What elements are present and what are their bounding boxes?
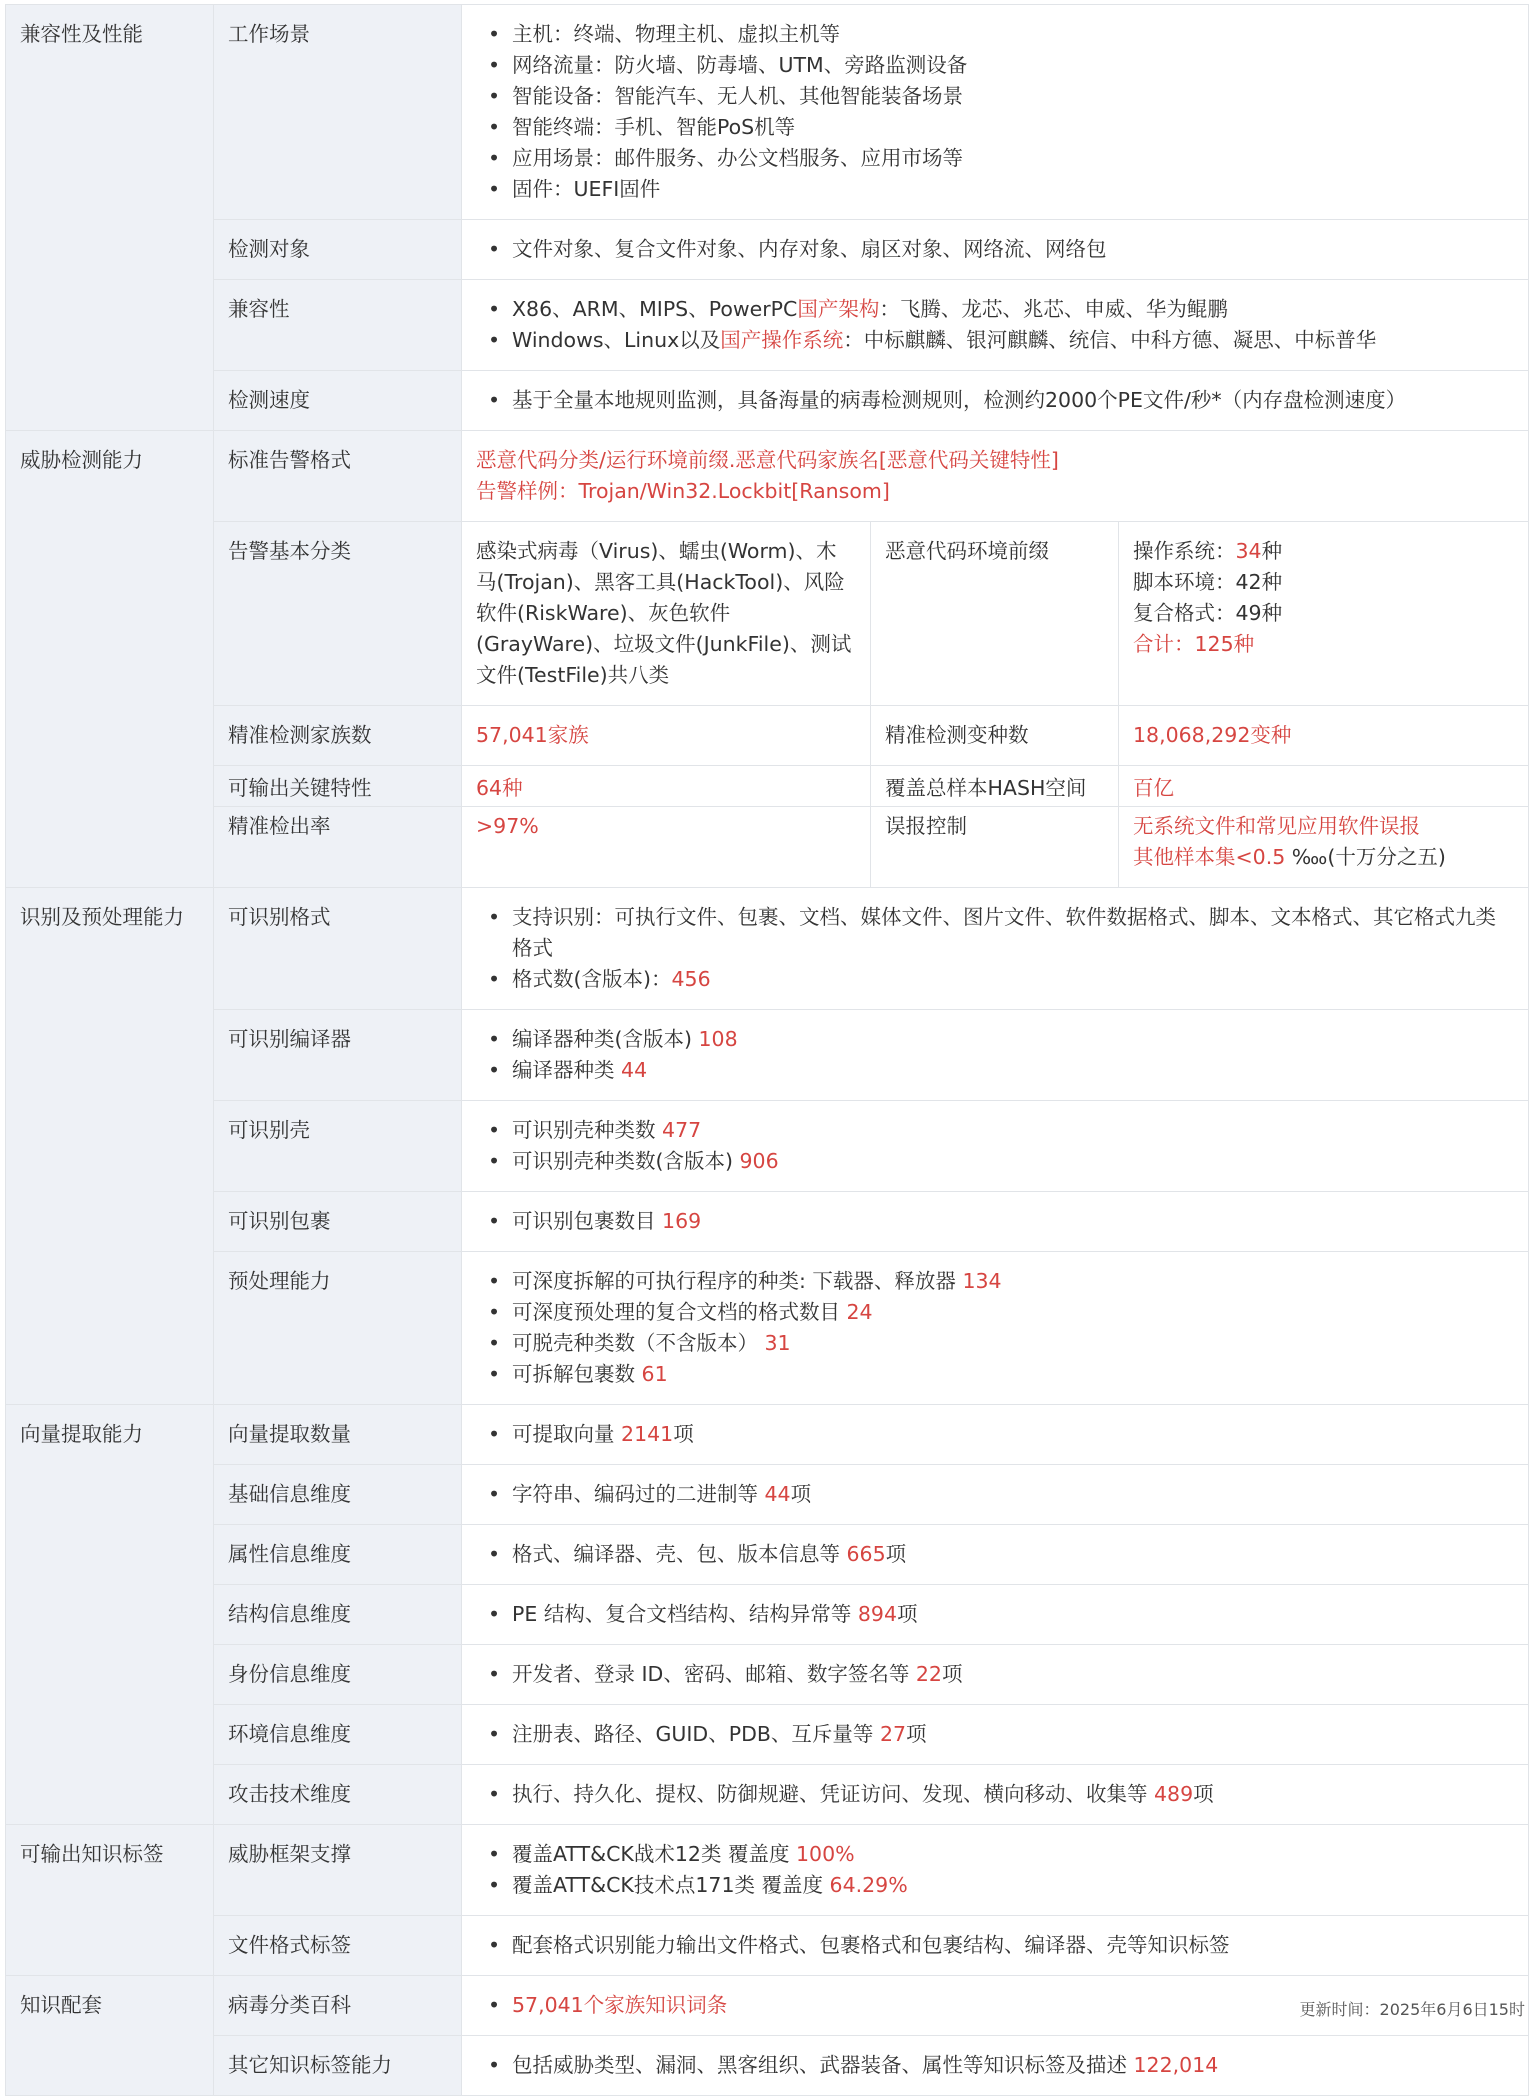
label-other-knowledge: 其它知识标签能力 xyxy=(214,2036,462,2096)
content-compilers xyxy=(462,1010,1529,1101)
row-work-scenarios xyxy=(6,5,1529,220)
row-vector-struct xyxy=(6,1585,1529,1645)
row-framework xyxy=(6,1825,1529,1916)
update-time: 更新时间：2025年6月6日15时 xyxy=(1299,2000,1525,2019)
content-detect-speed xyxy=(462,371,1529,431)
label-false-positive: 误报控制 xyxy=(871,807,1119,888)
label-key-features: 可输出关键特性 xyxy=(214,766,462,807)
row-vector-identity xyxy=(6,1645,1529,1705)
list-item: • 基于全量本地规则监测，具备海量的病毒检测规则，检测约2000个PE文件/秒*（内存盘检测速度） xyxy=(476,385,1514,416)
content-detect-objects xyxy=(462,220,1529,280)
list-item: • 主机：终端、物理主机、虚拟主机等 xyxy=(476,19,1514,50)
list-item: • 可提取向量 2141项 xyxy=(476,1419,1514,1450)
list-item: • 编译器种类 44 xyxy=(476,1055,1514,1086)
list-item: • 编译器种类(含版本) 108 xyxy=(476,1024,1514,1055)
row-detect-speed xyxy=(6,371,1529,431)
label-vector-attr: 属性信息维度 xyxy=(214,1525,462,1585)
content-file-format-tags xyxy=(462,1916,1529,1976)
alert-format-line: 恶意代码分类/运行环境前缀.恶意代码家族名[恶意代码关键特性] xyxy=(476,448,1059,472)
content-framework xyxy=(462,1825,1529,1916)
label-vector-basic: 基础信息维度 xyxy=(214,1465,462,1525)
list-item: • 执行、持久化、提权、防御规避、凭证访问、发现、横向移动、收集等 489项 xyxy=(476,1779,1514,1810)
label-vector-env: 环境信息维度 xyxy=(214,1705,462,1765)
label-shells: 可识别壳 xyxy=(214,1101,462,1192)
content-vector-struct xyxy=(462,1585,1529,1645)
list-item: • PE 结构、复合文档结构、结构异常等 894项 xyxy=(476,1599,1514,1630)
row-vector-env xyxy=(6,1705,1529,1765)
category-compat: 兼容性及性能 xyxy=(6,5,214,431)
list-item: • 智能终端：手机、智能PoS机等 xyxy=(476,112,1514,143)
list-item: • 可识别包裹数目 169 xyxy=(476,1206,1514,1237)
category-tags: 可输出知识标签 xyxy=(6,1825,214,1976)
list-item: • 覆盖ATT&CK技术点171类 覆盖度 64.29% xyxy=(476,1870,1514,1901)
label-vector-identity: 身份信息维度 xyxy=(214,1645,462,1705)
content-vector-attr xyxy=(462,1525,1529,1585)
compound-count: 复合格式：49种 xyxy=(1133,601,1283,625)
list-item: • 应用场景：邮件服务、办公文档服务、应用市场等 xyxy=(476,143,1514,174)
content-vector-basic xyxy=(462,1465,1529,1525)
label-formats: 可识别格式 xyxy=(214,888,462,1010)
content-work-scenarios xyxy=(462,5,1529,220)
label-detect-rate: 精准检出率 xyxy=(214,807,462,888)
list-item: • 可深度预处理的复合文档的格式数目 24 xyxy=(476,1297,1514,1328)
value-families: 57,041家族 xyxy=(462,706,871,766)
list-item: • 智能设备：智能汽车、无人机、其他智能装备场景 xyxy=(476,81,1514,112)
label-packages: 可识别包裹 xyxy=(214,1192,462,1252)
list-item: • 配套格式识别能力输出文件格式、包裹格式和包裹结构、编译器、壳等知识标签 xyxy=(476,1930,1514,1961)
value-hash-space: 百亿 xyxy=(1119,766,1529,807)
row-vector-attr xyxy=(6,1525,1529,1585)
content-vector-count xyxy=(462,1405,1529,1465)
os-count: 操作系统：34种 xyxy=(1133,539,1283,563)
label-hash-space: 覆盖总样本HASH空间 xyxy=(871,766,1119,807)
list-item: • 包括威胁类型、漏洞、黑客组织、武器装备、属性等知识标签及描述 122,014 xyxy=(476,2050,1514,2081)
row-vector-basic xyxy=(6,1465,1529,1525)
label-alert-format: 标准告警格式 xyxy=(214,431,462,522)
row-detect-rate xyxy=(6,807,1529,888)
content-vector-attack xyxy=(462,1765,1529,1825)
list-item: • 字符串、编码过的二进制等 44项 xyxy=(476,1479,1514,1510)
list-item: • 固件：UEFI固件 xyxy=(476,174,1514,205)
list-item: • 覆盖ATT&CK战术12类 覆盖度 100% xyxy=(476,1839,1514,1870)
label-compatibility: 兼容性 xyxy=(214,280,462,371)
list-item: • 57,041个家族知识词条 xyxy=(476,1990,1514,2021)
list-item: • 可识别壳种类数 477 xyxy=(476,1115,1514,1146)
row-compatibility xyxy=(6,280,1529,371)
label-detect-objects: 检测对象 xyxy=(214,220,462,280)
spec-table xyxy=(5,4,1529,2096)
label-compilers: 可识别编译器 xyxy=(214,1010,462,1101)
list-item: • 开发者、登录 ID、密码、邮箱、数字签名等 22项 xyxy=(476,1659,1514,1690)
label-vector-count: 向量提取数量 xyxy=(214,1405,462,1465)
content-shells xyxy=(462,1101,1529,1192)
script-count: 脚本环境：42种 xyxy=(1133,570,1283,594)
label-families: 精准检测家族数 xyxy=(214,706,462,766)
row-preprocess xyxy=(6,1252,1529,1405)
content-other-knowledge xyxy=(462,2036,1529,2096)
label-framework: 威胁框架支撑 xyxy=(214,1825,462,1916)
row-vector-attack xyxy=(6,1765,1529,1825)
alert-example-line: 告警样例：Trojan/Win32.Lockbit[Ransom] xyxy=(476,479,890,503)
label-vector-attack: 攻击技术维度 xyxy=(214,1765,462,1825)
label-work-scenarios: 工作场景 xyxy=(214,5,462,220)
row-shells xyxy=(6,1101,1529,1192)
row-families xyxy=(6,706,1529,766)
row-other-knowledge xyxy=(6,2036,1529,2096)
value-key-features: 64种 xyxy=(462,766,871,807)
list-item: • 格式、编译器、壳、包、版本信息等 665项 xyxy=(476,1539,1514,1570)
content-preprocess xyxy=(462,1252,1529,1405)
row-vector-count xyxy=(6,1405,1529,1465)
list-item: • X86、ARM、MIPS、PowerPC国产架构：飞腾、龙芯、兆芯、申威、华为鲲鹏 xyxy=(476,294,1514,325)
content-alert-classification: 感染式病毒（Virus)、蠕虫(Worm)、木马(Trojan)、黑客工具(HackTool)、风险软件(RiskWare)、灰色软件(GrayWare)、垃圾文件(JunkFile)、测试文件(TestFile)共八类 xyxy=(462,522,871,706)
label-vector-struct: 结构信息维度 xyxy=(214,1585,462,1645)
label-file-format-tags: 文件格式标签 xyxy=(214,1916,462,1976)
category-knowledge: 知识配套 xyxy=(6,1976,214,2096)
row-compilers xyxy=(6,1010,1529,1101)
value-detect-rate: >97% xyxy=(462,807,871,888)
total-count: 合计：125种 xyxy=(1133,632,1255,656)
label-detect-speed: 检测速度 xyxy=(214,371,462,431)
list-item: • Windows、Linux以及国产操作系统：中标麒麟、银河麒麟、统信、中科方德、凝思、中标普华 xyxy=(476,325,1514,356)
list-item: • 可脱壳种类数（不含版本） 31 xyxy=(476,1328,1514,1359)
list-item: • 网络流量：防火墙、防毒墙、UTM、旁路监测设备 xyxy=(476,50,1514,81)
row-detect-objects xyxy=(6,220,1529,280)
content-packages xyxy=(462,1192,1529,1252)
content-formats xyxy=(462,888,1529,1010)
value-false-positive: 无系统文件和常见应用软件误报 其他样本集<0.5 ‱(十万分之五) xyxy=(1119,807,1529,888)
row-formats xyxy=(6,888,1529,1010)
row-alert-format xyxy=(6,431,1529,522)
content-vector-identity xyxy=(462,1645,1529,1705)
category-threat: 威胁检测能力 xyxy=(6,431,214,888)
list-item: • 文件对象、复合文件对象、内存对象、扇区对象、网络流、网络包 xyxy=(476,234,1514,265)
content-compatibility xyxy=(462,280,1529,371)
category-recognition: 识别及预处理能力 xyxy=(6,888,214,1405)
list-item: • 支持识别：可执行文件、包裹、文档、媒体文件、图片文件、软件数据格式、脚本、文本格式、其它格式九类格式 xyxy=(476,902,1514,964)
scenario-list xyxy=(476,19,1514,205)
category-vector: 向量提取能力 xyxy=(6,1405,214,1825)
list-item: • 格式数(含版本)：456 xyxy=(476,964,1514,995)
list-item: • 可拆解包裹数 61 xyxy=(476,1359,1514,1390)
label-preprocess: 预处理能力 xyxy=(214,1252,462,1405)
value-variants: 18,068,292变种 xyxy=(1119,706,1529,766)
list-item: • 注册表、路径、GUID、PDB、互斥量等 27项 xyxy=(476,1719,1514,1750)
content-vector-env xyxy=(462,1705,1529,1765)
label-env-prefix: 恶意代码环境前缀 xyxy=(871,522,1119,706)
content-alert-format xyxy=(462,431,1529,522)
row-packages xyxy=(6,1192,1529,1252)
row-alert-classification xyxy=(6,522,1529,706)
label-alert-classification: 告警基本分类 xyxy=(214,522,462,706)
list-item: • 可深度拆解的可执行程序的种类: 下载器、释放器 134 xyxy=(476,1266,1514,1297)
label-encyclopedia: 病毒分类百科 xyxy=(214,1976,462,2036)
label-variants: 精准检测变种数 xyxy=(871,706,1119,766)
content-env-prefix xyxy=(1119,522,1529,706)
list-item: • 可识别壳种类数(含版本) 906 xyxy=(476,1146,1514,1177)
row-key-features xyxy=(6,766,1529,807)
row-file-format-tags xyxy=(6,1916,1529,1976)
